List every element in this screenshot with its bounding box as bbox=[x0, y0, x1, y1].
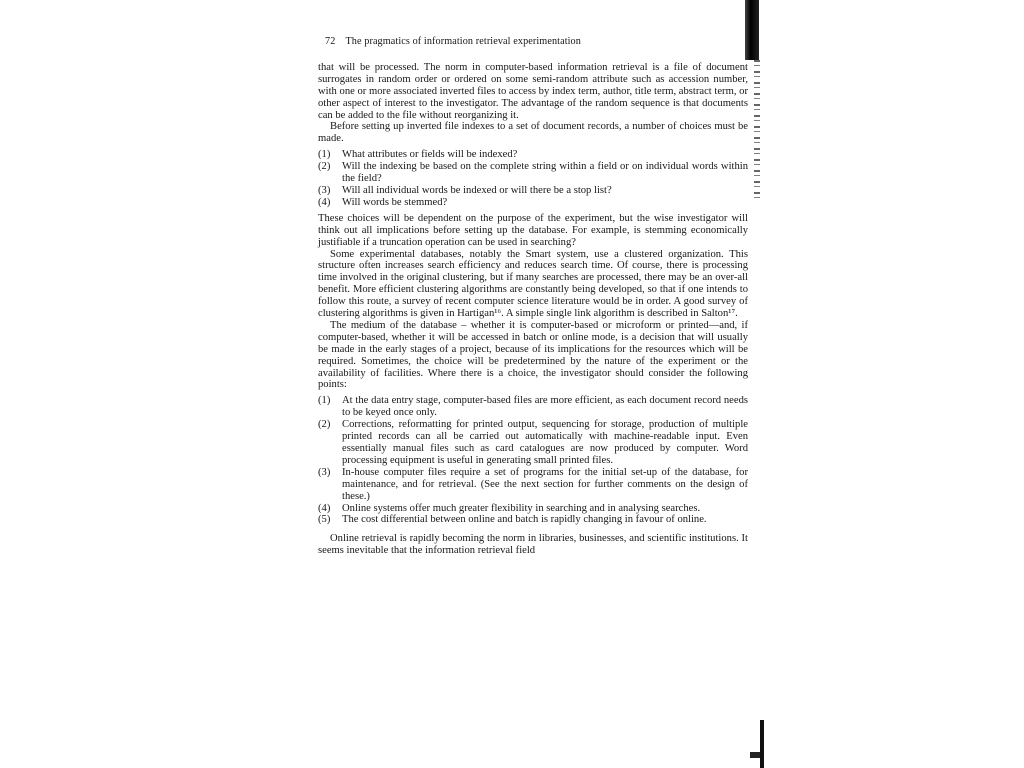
list-item-text: Online systems offer much greater flexibility in searching and in analysing searches. bbox=[342, 502, 701, 514]
list-item-text: Corrections, reformatting for printed output, sequencing for storage, production of multiple printed records can all be carried out automatically with machine-readable input. Even essentially manual files such as card catalogues are now produced by computer. Word processing equipment is useful in generating small printed files. bbox=[342, 419, 748, 466]
paragraph-4: Some experimental databases, notably the Smart system, use a clustered organization. This structure often increases search efficiency and reduces search time. Of course, there is processing time involved in the original clustering, but if many searches are processed, there may be an over-all benefit. More efficient clustering algorithms are constantly being developed, so that if one intends to follow this route, a survey of recent computer science literature would be in order. A good survey of clustering algorithms is given in Hartigan¹⁶. A simple single link algorithm is described in Salton¹⁷. bbox=[318, 248, 748, 320]
scanned-page bbox=[318, 36, 748, 768]
list-item bbox=[318, 503, 748, 515]
list-item bbox=[318, 419, 748, 467]
list-item-number: (1) bbox=[318, 395, 331, 407]
list-item-text: In-house computer files require a set of programs for the initial set-up of the database, for maintenance, and for retrieval. (See the next section for further comments on the design of these.) bbox=[342, 466, 748, 502]
list-item bbox=[318, 514, 748, 526]
paragraph-5: The medium of the database – whether it is computer-based or microform or printed—and, if computer-based, whether it will be accessed in batch or online mode, is a decision that will usually be made in the early stages of a project, because of its implications for the resources which will be required. Sometimes, the choice will be predetermined by the nature of the experiment or the availability of facilities. Where there is a choice, the investigator should consider the following points: bbox=[318, 319, 748, 391]
scan-edge-mark-bottom bbox=[760, 720, 764, 768]
list-item-text: At the data entry stage, computer-based files are more efficient, as each document record needs to be keyed once only. bbox=[342, 395, 748, 419]
list-item-text: What attributes or fields will be indexed? bbox=[342, 149, 518, 161]
list-item-number: (5) bbox=[318, 514, 331, 526]
list-item bbox=[318, 467, 748, 503]
choices-list bbox=[318, 149, 748, 209]
list-item-text: Will all individual words be indexed or will there be a stop list? bbox=[342, 184, 612, 196]
list-item bbox=[318, 161, 748, 185]
list-item-number: (3) bbox=[318, 466, 331, 478]
list-item-number: (1) bbox=[318, 149, 331, 161]
list-item bbox=[318, 395, 748, 419]
list-item-number: (4) bbox=[318, 196, 331, 208]
list-item bbox=[318, 185, 748, 197]
list-item-text: The cost differential between online and batch is rapidly changing in favour of online. bbox=[342, 514, 707, 526]
list-item bbox=[318, 197, 748, 209]
list-item-number: (4) bbox=[318, 502, 331, 514]
scan-edge-speckle bbox=[754, 60, 760, 200]
running-header bbox=[325, 36, 748, 48]
list-item-text: Will words be stemmed? bbox=[342, 196, 448, 208]
running-title: The pragmatics of information retrieval experimentation bbox=[345, 36, 581, 47]
list-item-number: (2) bbox=[318, 161, 331, 173]
points-list bbox=[318, 395, 748, 526]
list-item-number: (3) bbox=[318, 184, 331, 196]
list-item-text: Will the indexing be based on the complete string within a field or on individual words within the field? bbox=[342, 161, 748, 185]
paragraph-6: Online retrieval is rapidly becoming the norm in libraries, businesses, and scientific institutions. It seems inevitable that the information retrieval field bbox=[318, 533, 748, 557]
list-item-number: (2) bbox=[318, 419, 331, 431]
page-number: 72 bbox=[325, 36, 336, 47]
scan-edge-tick bbox=[750, 752, 760, 758]
paragraph-2: Before setting up inverted file indexes to a set of document records, a number of choices must be made. bbox=[318, 121, 748, 145]
paragraph-3: These choices will be dependent on the purpose of the experiment, but the wise investigator will think out all implications before setting up the database. For example, is stemming economically justifiable if a truncation operation can be used in searching? bbox=[318, 212, 748, 248]
paragraph-1: that will be processed. The norm in computer-based information retrieval is a file of document surrogates in random order or ordered on some semi-random attribute such as accession number, with one or more associated inverted files to access by index term, author, title term, abstract term, or other aspect of interest to the investigator. The advantage of the random sequence is that documents can be added to the file without reorganizing it. bbox=[318, 61, 748, 121]
list-item bbox=[318, 149, 748, 161]
